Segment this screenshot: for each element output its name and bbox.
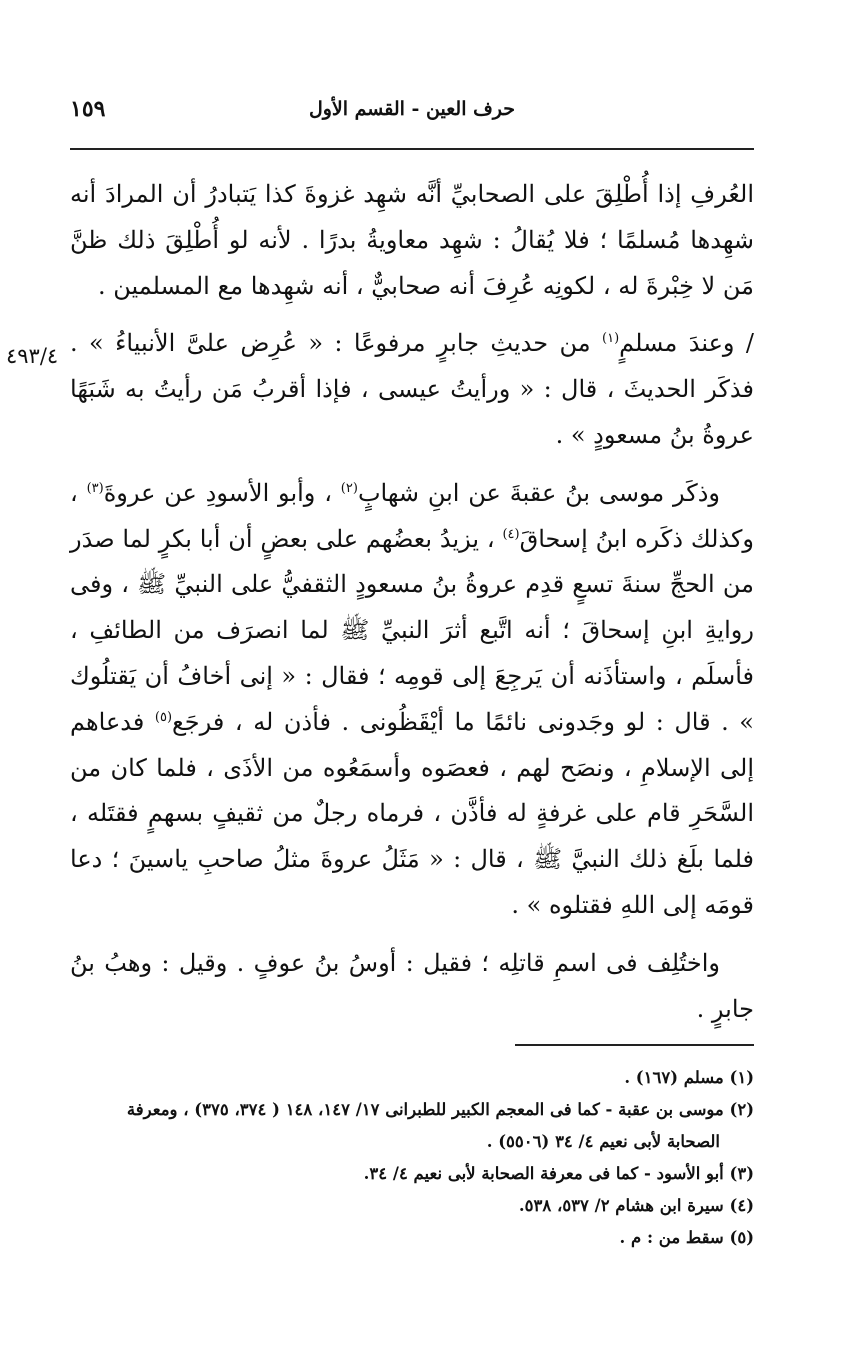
footnotes <box>70 1062 754 1254</box>
header-rule <box>70 148 754 150</box>
paragraph-3-part-d: ، يزيدُ بعضُهم على بعضٍ أن أبا بكرٍ لما صدَر من الحجِّ سنةَ تسعٍ قدِم عروةُ بنُ مسعودٍ الثقفيُّ على النبيِّ ﷺ ، وفى روايةِ ابنِ إسحاقَ ؛ أنه اتَّبع أثرَ النبيِّ ﷺ لما انصرَف من الطائفِ ، فأسلَم ، واستأذَنه أن يَرجِعَ إلى قومِه ؛ فقال : « إنى أخافُ أن يَقتلُوك » . قال : لو وجَدونى نائمًا ما أيْقَظُونى . فأذن له ، فرجَع <box>70 524 754 736</box>
footnote-4: (٤) سيرة ابن هشام ٢/ ٥٣٧، ٥٣٨. <box>518 1196 754 1215</box>
paragraph-3 <box>70 471 754 929</box>
margin-volume-page-ref: ٤٩٣/٤ <box>6 344 59 368</box>
footnote-5: (٥) سقط من : م . <box>619 1228 754 1247</box>
paragraph-1: العُرفِ إذا أُطْلِقَ على الصحابيِّ أنَّه شهِد غزوةَ كذا يَتبادرُ أن المرادَ أنه شهِدها مُسلمًا ؛ فلا يُقالُ : شهِد معاويةُ بدرًا . لأنه لو أُطْلِقَ ذلك ظنَّ مَن لا خِبْرةَ له ، لكونِه عُرِفَ أنه صحابيٌّ ، أنه شهِدها مع المسلمين . <box>70 180 754 300</box>
footnote-2: (٢) موسى بن عقبة - كما فى المعجم الكبير للطبرانى ١٧/ ١٤٧، ١٤٨ ( ٣٧٤، ٣٧٥) ، ومعرفة <box>126 1100 754 1119</box>
paragraph-3-part-c: ، وكذلك ذكَره ابنُ إسحاقَ <box>70 478 754 553</box>
footnote-ref-5: (٥) <box>154 709 173 725</box>
footnote-rule <box>515 1044 754 1046</box>
paragraph-2-part-b: من حديثِ جابرٍ مرفوعًا : « عُرِض علىَّ الأنبياءُ » . فذكَر الحديثَ ، قال : « ورأيتُ عيسى ، فإذا أقربُ مَن رأيتُ به شَبَهًا عروةُ بنُ مسعودٍ » . <box>70 329 754 449</box>
footnote-ref-3: (٣) <box>86 480 104 496</box>
page-number: ١٥٩ <box>70 96 106 122</box>
footnote-ref-4: (٤) <box>502 526 520 542</box>
paragraph-2 <box>70 321 754 458</box>
page-header <box>70 96 754 130</box>
footnote-ref-2: (٢) <box>340 480 358 496</box>
footnote-ref-1: (١) <box>602 331 620 347</box>
main-text <box>70 172 754 1032</box>
paragraph-3-part-e: فدعاهم إلى الإسلامِ ، ونصَح لهم ، فعصَوه وأسمَعُوه من الأذَى ، فلما كان من السَّحَرِ قام على غرفةٍ له فأذَّن ، فرماه رجلٌ من ثقيفٍ بسهمٍ فقتَله ، فلما بلَغ ذلك النبيَّ ﷺ ، قال : « مَثَلُ عروةَ مثلُ صاحبِ ياسينَ ؛ دعا قومَه إلى اللهِ فقتلوه » . <box>70 707 754 919</box>
paragraph-3-part-a: وذكَر موسى بنُ عقبةَ عن ابنِ شهابٍ <box>357 478 721 507</box>
footnote-1: (١) مسلم (١٦٧) . <box>624 1068 754 1087</box>
footnote-2-continued: الصحابة لأبى نعيم ٤/ ٣٤ (٥٥٠٦) . <box>486 1132 720 1151</box>
running-title: حرف العين - القسم الأول <box>308 98 516 120</box>
paragraph-3-part-b: ، وأبو الأسودِ عن عروةَ <box>103 478 341 507</box>
footnote-3: (٣) أبو الأسود - كما فى معرفة الصحابة لأبى نعيم ٤/ ٣٤. <box>363 1164 754 1183</box>
paragraph-4: واختُلِف فى اسمِ قاتلِه ؛ فقيل : أوسُ بنُ عوفٍ . وقيل : وهبُ بنُ جابرٍ . <box>70 948 754 1023</box>
paragraph-2-part-a: / وعندَ مسلمٍ <box>619 329 754 358</box>
